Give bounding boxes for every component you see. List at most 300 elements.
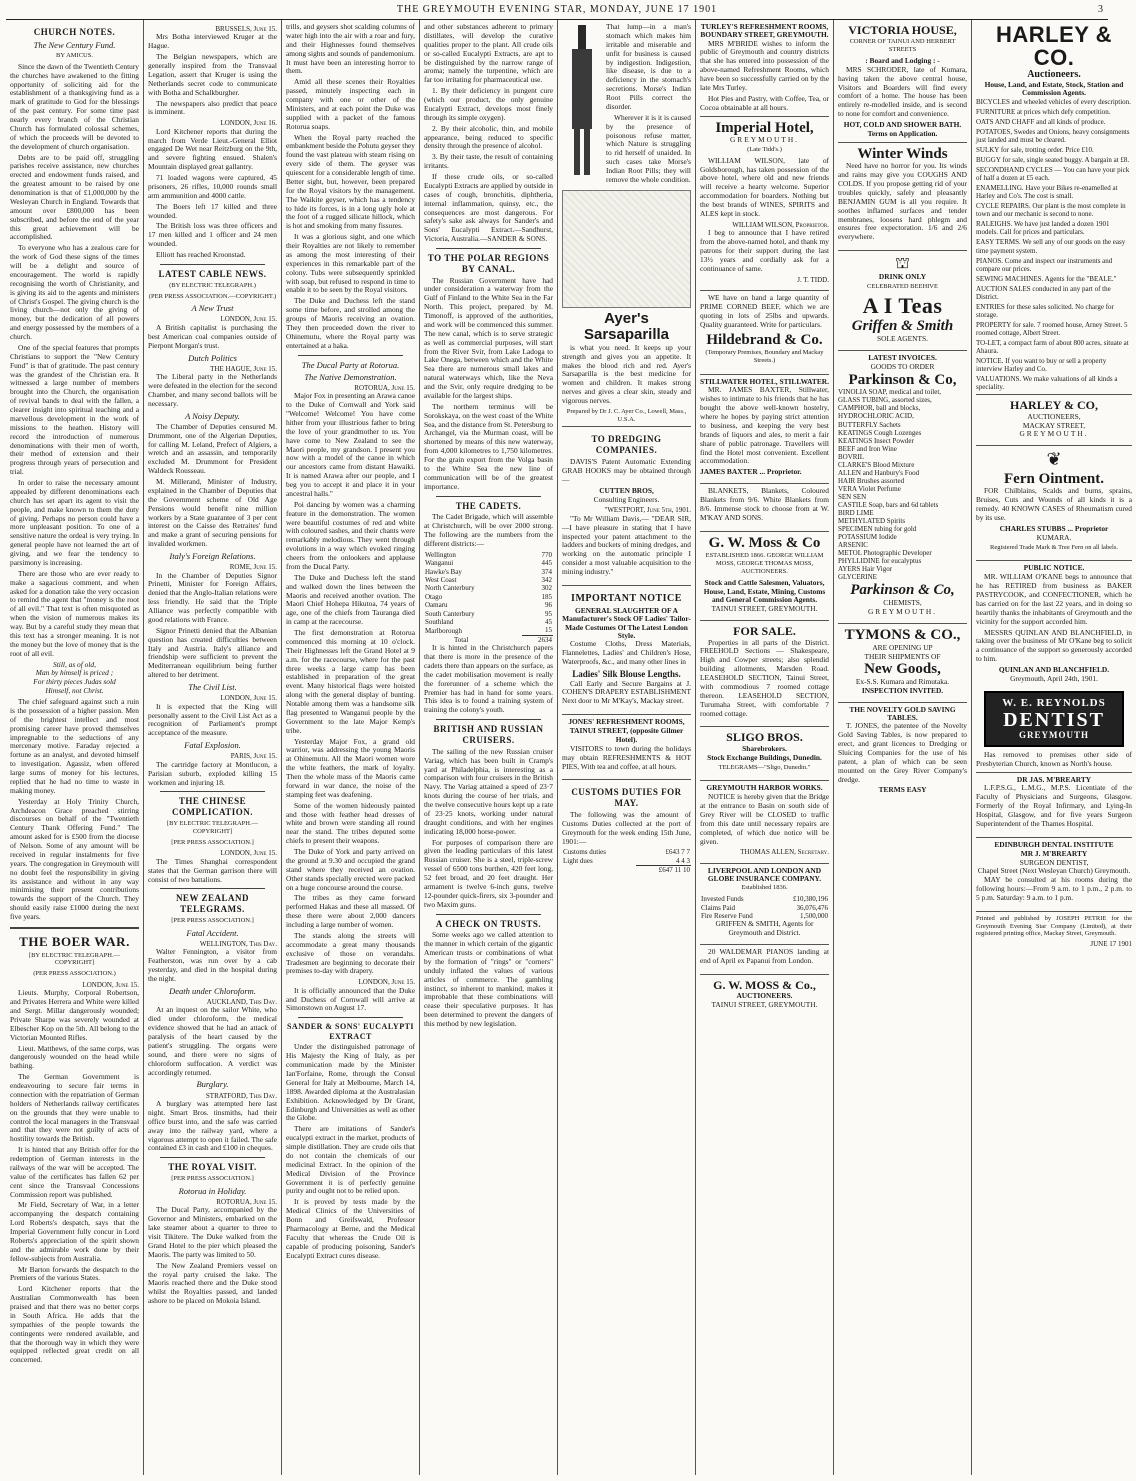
article-paragraph: The newspapers also predict that peace is imminent.: [148, 98, 277, 117]
nz-heading: NEW ZEALAND TELEGRAMS.: [175, 893, 250, 915]
cutten-sub: Consulting Engineers.: [593, 494, 660, 504]
liverpool-table: [700, 895, 829, 920]
signature: JAMES BAXTER ... Proprietor.: [700, 467, 802, 477]
list-item: BUTTERFLY Sachets: [838, 420, 901, 429]
article-paragraph: Major Fox in presenting an Arawa canoe to the Duke of Cornwall and York said "Welcome! Welcome! You have come hither from your illustrious father to bring the love of your grandmother to us. You have come to New Zealand to see the Maori people, my grandson. I present you now with a model of the canoe in which our ancestors came from distant Hawaiki. It is named Arawa after our people, and I beg you to accept it and place it in your ancestral halls.": [286, 391, 415, 498]
article-paragraph: In order to raise the necessary amount appealed by different denominations each church has set apart its agent to visit the people, and make known to them the duty of giving. Perhaps no person could have a more unpleasant position. To one of a sensitive nature the ordeal is very trying. In general people have not learned the art of giving, and we fear the tendency to parsimony is increasing.: [10, 478, 139, 567]
table-cell: 36,076,476: [796, 903, 828, 912]
article-paragraph: Call Early and Secure Bargains at J. COHEN'S DRAPERY ESTABLISHMENT Next door to Mr M'Kay's, Mackay street.: [562, 678, 691, 706]
dateline: ROME, June 15.: [229, 563, 277, 572]
kumara: KUMARA.: [1036, 532, 1072, 542]
chemists: CHEMISTS,: [883, 598, 922, 608]
moss2-heading: G. W. MOSS & Co.,: [713, 977, 816, 992]
cruisers-heading: BRITISH AND RUSSIAN CRUISERS.: [433, 724, 544, 745]
article-paragraph: At an inquest on the sailor White, who died under chloroform, the medical evidence showed that he had an attack of paralysis of the heart caused by the patient's struggling. The organs were sound, and there were no signs of chloroform suffocation. A verdict was accordingly returned.: [148, 1005, 277, 1077]
tymons-sub: ARE OPENING UP: [872, 642, 933, 652]
blankets-ad: [700, 483, 829, 528]
ayer-heading: Ayer's Sarsaparilla: [583, 309, 670, 344]
dateline: LONDON, June 15.: [220, 694, 277, 703]
edinburgh-heading: EDINBURGH DENTAL INSTITUTE: [994, 839, 1114, 849]
divider: [160, 1157, 265, 1158]
article-paragraph: The sailing of the new Russian cruiser Variag, which has been built in Cramp's yard at Philadelphia, is interesting as a comparison with four cruisers in the British Navy. The Variag attained a speed of 23·7 knots during the course of her trials, and the twelve consecutive hours kept up a rate of 23·25 knots, working under natural draught conditions, and with her engines indicating 18,000 horse-power.: [424, 746, 553, 836]
divider: [298, 1017, 403, 1018]
article-paragraph: In the Chamber of Deputies Signor Prinetti, Minister for Foreign Affairs, denied that the Anglo-Italian relations were less friendly. He said that the Triple Alliance was perfectly compatible with good relations with France.: [148, 570, 277, 624]
column-8: [972, 20, 1136, 1475]
church-notes-subheading: The New Century Fund.: [33, 39, 116, 50]
tymons-heading: TYMONS & CO.,: [844, 627, 961, 644]
article-paragraph: The Ducal Party, accompanied by the Governor and Ministers, embarked on the lake steamer about a quarter to three to visit Tikitere. The Duke walked from the Grand Hotel to the pier which pleased the Maoris. The party was limited to 50.: [148, 1205, 277, 1259]
hildebrand-sub: (Temporary Premises, Boundary and Mackay Streets.): [705, 349, 824, 364]
article-paragraph: It is proved by tests made by the Medical Clinics of the Universities of Bonn and Greifswald, Professor Pharmacology at Berne, and the Medical Faculty that whereas the Crude Oil is capable of producing poisoning, Sander's Eucalypti Extract cures disease.: [286, 1197, 415, 1260]
divider: [436, 914, 541, 915]
column-1: [6, 20, 144, 1475]
article-paragraph: FOR Chilblains, Scalds and burns, sprains, Bruises, Cuts and Wounds of all kinds it is a remedy. 40 KNOWN CASES of Rheumatism cured by its use.: [976, 486, 1132, 522]
poem: Still, as of old, Man by himself is priced ; For thirty pieces Judas sold Himself, not Christ.: [33, 659, 116, 696]
list-item: BIRD LIME: [838, 509, 874, 518]
table-cell: 302: [541, 584, 552, 593]
dutch-heading: Dutch Politics: [188, 352, 237, 363]
fern-ad: [976, 445, 1132, 557]
article-paragraph: Hot Pies and Pastry, with Coffee, Tea, or Cocoa obtainable at all hours.: [700, 93, 829, 112]
signature: THOMAS ALLEN, Secretary.: [740, 848, 829, 857]
dateline: BRUSSELS, June 15.: [215, 25, 277, 33]
dredging-ad: [562, 426, 691, 581]
table-cell: 4 4 3: [676, 856, 690, 865]
cadets-heading: THE CADETS.: [455, 500, 522, 511]
article-paragraph: NOTICE is hereby given that the Bridge at the entrance to Basin on south side of Grey River will be CLOSED to traffic from this date until necessary repairs are completed, of which due notice will be given.: [700, 792, 829, 846]
list-item: SECONDHAND CYCLES — You can have your pick of half a dozen at £5 each.: [976, 166, 1130, 183]
list-item: CLARKE'S Blood Mixture: [838, 460, 915, 469]
article-paragraph: 1. By their deficiency in pungent cure (which our product, the only genuine Eucalypti Extract, develops most finely through its simple oxygen).: [424, 86, 553, 122]
list-item: ARSENIC: [838, 541, 868, 550]
parkinson2-heading: Parkinson & Co,: [850, 582, 955, 599]
table-row: [424, 601, 553, 609]
cable-sub2: (PER PRESS ASSOCIATION.—COPYRIGHT.): [148, 292, 277, 300]
nz-sub: [PER PRESS ASSOCIATION.]: [171, 916, 254, 924]
griffen-smith: Griffen & Smith: [851, 318, 954, 335]
article-paragraph: The Chamber of Deputies censured M. Drummont, one of the Algerian Deputies, for calling M. Leland, Prefect of Algiers, a wretch and an assassin, and temporarily excluded M. Drummont for President Waldeck Rousseau.: [148, 421, 277, 476]
table-cell: Otago: [425, 592, 443, 601]
table-cell: Southland: [425, 618, 454, 627]
byline: BY AMICUS.: [56, 51, 93, 59]
table-row: [424, 618, 553, 626]
imperial-heading: Imperial Hotel,: [715, 119, 814, 136]
table-cell: Marlborough: [425, 626, 462, 635]
trusts-heading: A CHECK ON TRUSTS.: [435, 918, 542, 929]
article-paragraph: BLANKETS, Blankets, Coloured Blankets from 9/6. White Blankets from 8/6. Immense stock to choose from at W. M'KAY AND SONS.: [700, 486, 829, 522]
drink-sub: CELEBRATED BEEHIVE: [867, 283, 938, 291]
mbrearty-heading: DR JAS. M'BREARTY: [1016, 774, 1092, 784]
article-paragraph: The New Zealand Premiers vessel on the royal party cruised the lake. The Maoris reached there and the Duke stood whilst the Royalties passed, and landed ashore to be placed on Mokoia Island.: [148, 1260, 277, 1306]
mb2: MR J. M'BREARTY: [1020, 848, 1088, 858]
chinese-heading: THE CHINESE COMPLICATION.: [171, 796, 254, 818]
woman-illustration: [562, 190, 691, 308]
for-sale-ad: [700, 620, 829, 723]
dateline: ROTORUA, June 15.: [216, 1198, 277, 1207]
table-cell: 95: [545, 609, 552, 618]
column-6: [696, 20, 834, 1475]
list-item: GLASS TUBING, assorted sizes,: [838, 396, 932, 405]
boer-war-heading: THE BOER WAR.: [19, 933, 130, 949]
column-7: [834, 20, 972, 1475]
victoria-heading: VICTORIA HOUSE,: [848, 23, 957, 37]
chem-town: GREYMOUTH.: [867, 607, 938, 617]
winter-heading: Winter Winds: [857, 145, 948, 162]
table-cell: £643 7 7: [665, 848, 690, 857]
imprint: [976, 911, 1132, 952]
harley-sub: Auctioneers.: [1027, 69, 1081, 81]
ducal-party-heading: The Ducal Party at Rotorua.: [301, 359, 400, 370]
boer-war-sub: [BY ELECTRIC TELEGRAPH.—COPYRIGHT]: [28, 951, 121, 967]
article-paragraph: Signor Prinetti denied that the Albanian question has created difficulties between Italy and Austria. Italy's alliance and friendship were sufficient to prevent the Mediterranean equilibrium being further altered to her detriment.: [148, 625, 277, 680]
article-paragraph: There are imitations of Sander's eucalypti extract in the market, products of simple distillation. They are crude oils that do not contain the chemicals of our medicinal Extract. In the opinion of the Medical Division of the Province Government it is of perfectly genuine purity and ought not to be relied upon.: [286, 1124, 415, 1196]
article-paragraph: trills, and geysers shot scalding columns of water high into the air with a roar and fury, and their Highnesses found themselves among sights and sounds of pandemonium. It must have been an interesting horror to them.: [286, 22, 415, 76]
public-notice-ad: [976, 560, 1132, 686]
list-item: ALLEN and Hanbury's Food: [838, 468, 920, 477]
list-item: BOVRIL: [838, 452, 865, 461]
moss2-sub: AUCTIONEERS.: [736, 991, 793, 1001]
article-paragraph: I beg to announce that I have retired from the above-named hotel, and thank my patrons for their support during the last 13½ years and cordially ask for a continuance of same.: [700, 228, 829, 273]
list-item: GLYCERINE: [838, 573, 877, 582]
article-paragraph: The first demonstration at Rotorua commenced this morning at 10 o'clock. Their Highnesses left the Grand Hotel at 9 a.m. for the racecourse, where for the past three weeks a large camp has been established in preparation of the great event. Many historical flags were hoisted along with the general display of bunting. Notable among them was a handsome silk flag presented to Wanganui people by the Government to the late Major Kemp's tribe.: [286, 628, 415, 735]
article-paragraph: WE have on hand a large quantity of PRIME CORNED BEEF, which we are quoting in lots of 25lbs and upwards. Quality guaranteed. Write for particulars.: [700, 293, 829, 329]
table-cell: West Coast: [425, 576, 457, 585]
table-cell: 770: [541, 550, 552, 559]
article-paragraph: Lieuts. Murphy, Corporal Robertson, and Privates Herrera and White were killed and Sergt. Millar dangerously wounded; Private Sharpe was severely wounded at Elbescher Kop on the 5th. All belong to the Victorian Mounted Rifles.: [10, 988, 139, 1042]
victoria-sub2: : Board and Lodging : -: [865, 55, 940, 65]
article-paragraph: Amid all these scenes their Royalties passed, minutely inspecting each in company with one or other of the Ministers, and at each point the Duke was supplied with a packet of the famous Rotorua soaps.: [286, 77, 415, 131]
signature: QUINLAN AND BLANCHFIELD.: [998, 665, 1110, 675]
article-paragraph: 3. By their taste, the result of containing irritants.: [424, 152, 553, 171]
article-paragraph: The Duke and Duchess left the stand some time before, and strolled among the groups of Maoris receiving an ovation. They then proceeded down the river to Ohinemutu, where the Royal party was entertained at a haka.: [286, 296, 415, 350]
table-row: [700, 904, 829, 912]
table-cell: 15: [545, 626, 552, 635]
divider: [160, 264, 265, 265]
jones-heading: JONES' REFRESHMENT ROOMS, TAINUI STREET, (opposite Gilmer Hotel).: [568, 717, 685, 744]
jones-ad: [562, 714, 691, 776]
list-item: TO-LET, a compact farm of about 800 acres, situate at Ahaura.: [976, 338, 1129, 356]
dateline: LONDON, June 15.: [220, 849, 277, 858]
table-cell: 45: [545, 618, 552, 627]
list-item: NOTICE. If you want to buy or sell a property interview Harley and Co.: [976, 357, 1107, 374]
list-item: CASTILE Soap, bars and 6d tablets: [838, 500, 939, 509]
parkinson-heading: Parkinson & Co,: [848, 371, 957, 388]
dateline: LONDON, June 16.: [220, 119, 277, 128]
article-paragraph: Properties in all parts of the District. FREEHOLD Sections — Shakespeare, High and Cowper streets; also splendid building allotments, Marsden Road. LEASEHOLD SECTION, Tainui Street, with commodious 7 roomed cottage thereon. LEASEHOLD SECTION, Turumaha Street, with comfortable 7 roomed cottage.: [700, 637, 829, 718]
table-cell: 96: [545, 601, 552, 610]
article-paragraph: Some of the women hideously painted and those with feather head dresses of white and brown were standing all round near the stand. The tribes deputed some chiefs to present their weapons.: [286, 800, 415, 846]
table-cell: Fire Reserve Fund: [701, 911, 753, 920]
chinese-sub: [BY ELECTRIC TELEGRAPH.—COPYRIGHT]: [166, 819, 259, 835]
novelty-heading: THE NOVELTY GOLD SAVING TABLES.: [849, 704, 956, 722]
table-cell: Customs duties: [563, 848, 606, 857]
table-cell: Total: [454, 635, 469, 644]
article-paragraph: "To Mr William Davis,— "DEAR SIR,—I have pleasure in stating that I have inspected your patent attachment to the ladders and buckets of mining dredges, and working on the automatic principle I consider a most valuable acquisition to the mining industry.": [562, 513, 691, 577]
article-paragraph: It is hinted that any British offer for the redemption of German interests in the railways of the war will be accepted. The value of the certificates has fallen 62 per cent since the Transvaal Concessions Commission report was published.: [10, 1145, 139, 1199]
list-item: ENTRIES for these sales solicited. No charge for storage.: [976, 302, 1114, 319]
article-paragraph: The Duke and Duchess left the stand and walked down the lines between the Maoris and received another ovation. The Maori Chief Hohepa Hikutoa, 74 years of age, one of the chiefs from Tauranga died in camp at the racecourse.: [286, 572, 415, 627]
goods-list: [838, 388, 967, 581]
public-heading: PUBLIC NOTICE.: [1023, 563, 1085, 573]
masthead-title: THE GREYMOUTH EVENING STAR, MONDAY, JUNE 17 1901: [396, 4, 718, 15]
harley-sub2: House, Land, and Estate, Stock, Station and Commission Agents.: [984, 80, 1124, 98]
rotorua-heading: Rotorua in Holiday.: [178, 1185, 247, 1196]
dateline: PARIS, June 15.: [230, 752, 277, 761]
cadets-table: [424, 551, 553, 644]
article-paragraph: MESSRS QUINLAN AND BLANCHFIELD, in taking over the business of Mr O'Kane beg to solicit a continuance of the support so generously accorded to him.: [976, 627, 1132, 664]
list-item: VINOLIA SOAP, medical and toilet,: [838, 388, 942, 397]
italy-heading: Italy's Foreign Relations.: [169, 551, 256, 562]
article-paragraph: The Belgian newspapers, which are generally inspired from the Transvaal Legation, assert that Kruger is using the Netherlands secret code to communicate with Botha and Schalkburgher.: [148, 52, 277, 97]
article-paragraph: Mr Field, Secretary of War, in a letter accompanying the despatch containing Lord Roberts's despatch, says that the Imperial Government fully concur in Lord Roberts's appreciation of the spirit shown and the admirable work done by their fellow-subjects from Australia.: [10, 1200, 139, 1263]
reynolds-name: W. E. REYNOLDS: [1002, 696, 1106, 709]
article-paragraph: The following was the amount of Customs Duties collected at the port of Greymouth for the week ending 15th June, 1901:—: [562, 809, 691, 846]
list-item: BEEF and Iron Wine: [838, 444, 897, 453]
article-paragraph: The tribes as they came forward performed Hakas and these all massed. Of these there were about 2,000 dancers including a large number of women.: [286, 893, 415, 930]
hildebrand-heading: Hildebrand & Co.: [706, 331, 823, 348]
tymons-ship: Ex-S.S. Kumara and Rimutaka.: [855, 676, 950, 686]
trust-heading: A New Trust: [191, 303, 234, 314]
list-item: EASY TERMS. We sell any of our goods on the easy time payment system.: [976, 238, 1126, 255]
list-item: AYERS Hair Vigor: [838, 565, 893, 574]
winter-ad: [838, 142, 967, 247]
notice-heading: IMPORTANT NOTICE: [571, 592, 682, 604]
drink-heading: DRINK ONLY: [878, 272, 927, 282]
divider: [10, 927, 139, 929]
table-cell: Wellington: [425, 550, 456, 559]
article-paragraph: The cartridge factory at Montlucon, a Parisian suburb, exploded killing 15 workmen and injuring 18.: [148, 759, 277, 787]
tymons-ad: [838, 623, 967, 699]
liverpool-heading: LIVERPOOL AND LONDON AND GLOBE INSURANCE COMPANY.: [707, 865, 822, 884]
article-paragraph: There are those who are ever ready to make a sagacious comment, and when asked for a donation take the very occasion to remind the agent that "money is the root of all evil." That text is often misquoted as when the vision of numerous makes its way. But by a careful study they mean that this text has a stronger meaning. It is not the money but the love of money that is the root of all evil.: [10, 568, 139, 658]
imprint-text: Printed and published by JOSEPH PETRIE for the Greymouth Evening Star Company (Limited), at their registered printing office, Mackay Street, Greymouth.: [976, 914, 1132, 938]
table-row: [424, 568, 553, 576]
article-paragraph: To everyone who has a zealous care for the work of God these signs of the times will be a delight and source of encouragement. The world is rapidly recognising the worth of Christianity, and is giving its aid to the agents and ministers of Christ's Gospel. The giving church is the living church—not only the giving of money, but the dedication of all powers and energy possessed by the members of a church.: [10, 243, 139, 342]
noisy-heading: A Noisy Deputy.: [185, 410, 240, 421]
article-paragraph: It is expected that the King will personally assent to the Civil List Act as a recognition of Parliament's prompt acceptance of the measure.: [148, 701, 277, 738]
table-cell: 185: [541, 592, 552, 601]
goods-heading: GOODS TO ORDER: [870, 361, 935, 371]
article-paragraph: A burglary was attempted here last night. Smart Bros. tinsmiths, had their office burst into, and the safe was carried away into the railway yard, where a vigorous attempt to open it failed. The safe contained £3 in cash and £100 in cheques.: [148, 1099, 277, 1153]
dredging-heading: TO DREDGING COMPANIES.: [591, 434, 662, 456]
divider: [160, 791, 265, 792]
liverpool-agents: GRIFFEN & SMITH, Agents for Greymouth and District.: [715, 919, 814, 938]
fern-icon: ❦: [1046, 449, 1062, 470]
columns: [6, 20, 1132, 1475]
sligo-heading: SLIGO BROS.: [726, 730, 803, 745]
piano-ad: [700, 944, 829, 971]
article-paragraph: Elliott has reached Kroonstad.: [156, 250, 246, 260]
notice-bold: Ladies' Silk Blouse Lengths.: [572, 668, 681, 679]
article-paragraph: Mr Barton forwards the despatch to the Premiers of the various States.: [10, 1264, 139, 1283]
article-paragraph: If these crude oils, or so-called Eucalypti Extracts are applied by outside in cases of cough, bronchitis, diphtheria, internal inflammation, quinsy, etc., the consequences are most dangerous. For safety's sake ask always for Sander's and Sons' Eucalypti Extract.—Sandhurst, Victoria, Australia.—SANDER & SONS.: [424, 172, 553, 244]
article-paragraph: The Duke of York and party arrived on the ground at 9.30 and occupied the grand stand where they received an ovation. Other stands specially erected were packed on a huge concourse around the course.: [286, 847, 415, 892]
fa-heading: Fatal Accident.: [186, 927, 239, 938]
dateline: ROTORUA, June 15.: [354, 383, 415, 392]
stillwater-ad: [700, 374, 829, 481]
table-cell: Claims Paid: [701, 903, 736, 912]
cable-news-heading: LATEST CABLE NEWS.: [158, 268, 267, 279]
column-3: [282, 20, 420, 1475]
moss-heading: G. W. Moss & Co: [708, 534, 821, 551]
fern-heading: Fern Ointment.: [1004, 470, 1104, 487]
article-paragraph: The chief safeguard against such a ruin is the possession of a higher passion. Men of the brightest intellect and most promising career have proved themselves impregnable to the seductions of any mercenary motive. Faraday rejected a fortune as an analyst, and devoted himself to investigation. Agassiz, when offered large sums of money for his lectures, replied that he had no time to waste in making money.: [10, 697, 139, 795]
article-paragraph: The German Government is endeavouring to secure fair terms in connection with the repatriation of German holders of Netherlands railway certificates on the grounds that they were unable to control the local managers in the Transvaal and that they were not guilty of acts of hostility towards the British.: [10, 1072, 139, 1144]
sligo-sub2: Stock Exchange Buildings, Dunedin.: [707, 752, 822, 762]
article-paragraph: MR. JAMES BAXTER, Stillwater, wishes to intimate to his friends that he has bought the above well-known hostelry, where he hopes by paying strict attention to business, and keeping the very best brands of liquors and ales, to merit a fair share of public patronage. Travellers will find the Hotel most convenient. Excellent accommodation.: [700, 385, 829, 466]
list-item: VERA Violet Perfume: [838, 484, 901, 493]
article-paragraph: 20 WALDEMAR PIANOS landing at end of April ex Papanui from London.: [700, 947, 829, 965]
article-paragraph: When the Royal party reached the embankment beside the Pohutu geyser they found the vast plateau with steam rising on every side of them. The geyser was quiescent for a considerable length of time. Better sight, but, however, been prepared for the Royal visitors by the management. The Waikite geyser, which has a tendency to hide its forces, is in a long ugly hole at the foot of a rugged silicate hillock, which is hot and smoking from many fissures.: [286, 132, 415, 231]
article-paragraph: The Times Shanghai correspondent states that the German garrison there will consist of two battalions.: [148, 856, 277, 884]
article-paragraph: VISITORS to town during the holidays may obtain REFRESHMENTS & HOT PIES, With tea and coffee, at all hours.: [562, 743, 691, 771]
list-item: SEN SEN: [838, 492, 867, 501]
table-cell: Oamaru: [425, 601, 448, 610]
table-row: [424, 593, 553, 601]
harley-list: [976, 98, 1132, 392]
list-item: RALEIGHS. We have just landed a dozen 1901 models. Call for prices and particulars.: [976, 220, 1110, 237]
beehive-icon: ⛫: [895, 255, 910, 273]
table-row: [424, 576, 553, 584]
stillwater-heading: STILLWATER HOTEL, STILLWATER.: [700, 376, 829, 386]
man-illustration-icon: [562, 25, 602, 175]
list-item: PROPERTY for sale. 7 roomed house, Arney Street. 5 roomed cottage, Albert Street.: [976, 320, 1128, 337]
sligo-ad: [700, 726, 829, 777]
fatal-heading: Fatal Explosion.: [184, 740, 241, 751]
moss-sub: ESTABLISHED 1866. GEORGE WILLIAM MOSS, GEORGE THOMAS MOSS, AUCTIONEERS.: [705, 552, 824, 575]
new-goods: New Goods,: [864, 661, 941, 678]
divider: [298, 355, 403, 356]
article-paragraph: Mrs Botha interviewed Kruger at the Hague.: [148, 32, 277, 51]
table-cell: [562, 866, 636, 875]
column-4: [420, 20, 558, 1475]
article-paragraph: Wherever it is it is caused by the presence of poisonous refuse matter, which Nature is struggling to rid herself of unaided. In such cases take Morse's Indian Root Pills; they will remove the whole condition.: [606, 112, 691, 184]
masthead: [6, 4, 1108, 20]
article-paragraph: The Cadet Brigade, which will assemble at Christchurch, will be over 2000 strong. The following are the numbers from the different districts:—: [424, 512, 553, 549]
notice-sub: GENERAL SLAUGHTER OF A Manufacturer's Stock OF Ladies' Tailor-Made Costumes Of The Latest London Style.: [562, 605, 691, 640]
sole-agents: SOLE AGENTS.: [877, 334, 928, 344]
signature: J. T. TIDD.: [797, 275, 829, 284]
table-cell: £10,380,196: [793, 895, 828, 904]
article-paragraph: and other substances adherent to primary distillates, will develop the curative qualities proper to the plant. All crude oils or so-called Eucalypti Extracts, are apt to be distinguished by the narrow range of aroma; namely the turpentine, which are far too irritating for pharmaceutical use.: [424, 22, 553, 85]
article-paragraph: 2. By their alcoholic, thin, and mobile appearance, being reduced to specific density through the presence of alcohol.: [424, 123, 553, 151]
burglary-heading: Burglary.: [196, 1079, 229, 1090]
page-number: 3: [1098, 4, 1104, 15]
liverpool-ad: [700, 863, 829, 941]
harley2-ad: [976, 394, 1132, 442]
table-cell: 374: [541, 567, 552, 576]
dateline: "WESTPORT, June 5th, 1901.: [604, 506, 691, 515]
liverpool-est: Established 1836.: [741, 884, 788, 892]
sligo-sub: Sharebrokers.: [742, 743, 787, 753]
dateline: WELLINGTON, This Day.: [199, 939, 277, 948]
list-item: BUGGY for sale, single seated buggy. A bargain at £8.: [976, 156, 1130, 165]
table-row: [562, 857, 691, 866]
tea-ad: [838, 250, 967, 347]
table-cell: South Canterbury: [425, 609, 475, 618]
table-row: [424, 610, 553, 618]
hildebrand-ad: [700, 290, 829, 371]
article-paragraph: The Russian Government have had under consideration a waterway from the Gulf of Finland to the White Sea in the Far North. This project, prepared by M. Timonoff, is approved of the authorities, and work will be commenced this summer. The new canal, which is to serve strategic as well as commercial purposes, will start from the River Svir, from Lake Ladoga to Lake Onega, between which and the White Sea there are numerous small lakes and natural waterways which, like the Neva and the Svir, only require dredging to be available for the largest ships.: [424, 275, 553, 400]
ayer-footer: Prepared by Dr J. C. Ayer Co., Lowell, Mass., U.S.A.: [566, 407, 687, 423]
list-item: POTASSIUM Iodide: [838, 533, 897, 542]
article-paragraph: A British capitalist is purchasing the best American coal companies outside of Pierpont Morgan's trust.: [148, 322, 277, 350]
chapel: Chapel Street (Next Wesleyan Church) Greymouth.: [977, 866, 1131, 876]
dateline: AUCKLAND, This Day.: [206, 998, 277, 1007]
signature: WILLIAM WILSON, Proprietor.: [732, 220, 829, 229]
article-paragraph: T. JONES, the patentee of the Novelty Gold Saving Tables, is now prepared to erect, and grant licences to Dredging or Sluicing Companies for the use of his patent, a plan of which can be seen mounted on the Grey River Company's dredge.: [838, 721, 967, 784]
harley2-auct: AUCTIONEERS,: [1027, 411, 1081, 421]
polar-heading: TO THE POLAR REGIONS BY CANAL.: [427, 253, 550, 274]
native-demo-heading: The Native Demonstration.: [304, 371, 397, 382]
moss-para: Stock and Cattle Salesmen, Valuators, House, Land, Estate, Mining, Customs and General Commission Agents.: [703, 577, 826, 605]
article-paragraph: The Liberal party in the Netherlands were defeated in the election for the second Chamber, and many second ballots will be necessary.: [148, 372, 277, 408]
table-row: [424, 559, 553, 567]
list-item: SULKY for sale, trotting order. Price £10.: [976, 145, 1094, 154]
article-paragraph: The stands along the streets will accommodate a great many thousands exclusive of those on verandahs. Tradesmen are beginning to decorate their premises to-day with drapery.: [286, 930, 415, 976]
list-item: PHYLLIDINE for eucalyptus: [838, 557, 922, 566]
list-item: POTATOES, Swedes and Onions, heavy consignments just landed and must be cleared.: [976, 127, 1130, 144]
public-date: Greymouth, April 24th, 1901.: [1010, 673, 1098, 683]
article-paragraph: MR. WILLIAM O'KANE begs to announce that he has RETIRED from business as BAKER PASTRYCOOK, and CONFECTIONER, which he has carried on for the last 22 years, and in doing so heartily thanks the inhabitants of Greymouth and the vicinity for the support accorded him.: [976, 572, 1132, 626]
sander-heading: SANDER & SONS' EUCALYPTI EXTRACT: [286, 1022, 415, 1041]
list-item: BICYCLES and wheeled vehicles of every description.: [976, 97, 1131, 106]
stubbs: CHARLES STUBBS ... Proprietor: [999, 523, 1109, 533]
ai-teas: A I Teas: [862, 293, 943, 319]
article-paragraph: It is officially announced that the Duke and Duchess of Cornwall will arrive at Simonstown on August 17.: [286, 985, 415, 1013]
harbour-ad: [700, 780, 829, 860]
article-paragraph: Has removed to premises other side of Presbyterian Church, known as North's house.: [976, 749, 1132, 768]
parkinson-ad: [838, 350, 967, 620]
list-item: SPECIMEN tubing for gold: [838, 525, 917, 534]
dateline: LONDON, June 15.: [82, 980, 139, 989]
article-paragraph: Lieut. Matthews, of the same corps, was dangerously wounded on the head while bathing.: [10, 1043, 139, 1071]
article-paragraph: Under the distinguished patronage of His Majesty the King of Italy, as per communication made by the Minister Ian'Forfaine, Rome, through the Consul General for Italy at Melbourne, March 14, 1898. Awarded diploma at the Australasian Exhibition. Acknowledged by Dr Grant, Edinburgh and Universities as well as other the Globe.: [286, 1042, 415, 1123]
tymons-sub2: THEIR SHIPMENTS OF: [864, 651, 941, 661]
list-item: KEATINGS Cough Lozenges: [838, 428, 922, 437]
article-paragraph: The British loss was three officers and 17 men killed and 1 officer and 24 men wounded.: [148, 221, 277, 249]
article-paragraph: Need have no horror for you. Its winds and rains may give you COUGHS AND COLDS. If you propose getting rid of your troubles quickly, safely and pleasantly BENJAMIN GUM is all you require. It soothes inflamed surfaces and tender membranes, loosens hard phlegm and ensures free expectoration. 1/6 and 2/6 everywhere.: [838, 161, 967, 242]
harley2-town: GREYMOUTH.: [1019, 429, 1089, 439]
article-paragraph: One of the special features that prompts Christians to support the "New Century Fund" is that of gratitude. The past century was the grandest of the Christian era. It witnessed a large number of members brought into the Church, the organisation of revival bands to deal with the fallen, a clearer insight into spiritual teaching and a marvellous development in the work of missions to the heathen. History will record the introduction of numerous denominations with their men of worth, their method of extension and their progress through years of persecution and trial.: [10, 342, 139, 477]
harley2-heading: HARLEY & CO,: [1010, 398, 1098, 413]
moss2-ad: [700, 974, 829, 1013]
hot-bath: HOT, COLD AND SHOWER BATH. Terms on Application.: [843, 120, 962, 138]
imperial-ad: [700, 116, 829, 287]
mbrearty-ad: [976, 772, 1132, 834]
church-notes-heading: CHURCH NOTES.: [33, 27, 116, 37]
article-paragraph: It was a glorious sight, and one which their Royalties are not likely to remember as among the most interesting of their experiences in this remarkable part of the colony. Tubs were subsequently sprinkled with soap, but refused to respond in time to enable it to be seen by the Royal visitors.: [286, 232, 415, 295]
moss-ad: [700, 531, 829, 617]
dateline: LONDON, June 15.: [220, 315, 277, 324]
list-item: METHYLATED Spirits: [838, 517, 906, 526]
customs-table: [562, 848, 691, 874]
article-paragraph: 71 loaded wagons were captured, 45 prisoners, 26 rifles, 10,000 rounds small arm ammunition and 4000 cattle.: [148, 173, 277, 200]
boer-war-sub2: (PER PRESS ASSOCIATION.): [33, 970, 116, 978]
customs-section: [562, 779, 691, 877]
article-paragraph: is what you need. It keeps up your strength and gives you an appetite. It makes the blood rich and red. Ayer's Sarsaparilla is the best medicine for women and children. It makes strong nerves and gives a clear skin, steady and vigorous nerves.: [562, 342, 691, 405]
harley-heading: HARLEY & CO.: [995, 22, 1113, 71]
article-paragraph: For purposes of comparison there are given the leading particulars of this latest Russian cruiser. She is a steel, triple-screw vessel of 6500 tons burthen, 420 feet long, 52 feet broad, and 20 feet draught. Her armament is twelve 6-inch guns, twelve 12-pounder quick-firers, six 3-pounder and two Maxim guns.: [424, 837, 553, 909]
article-paragraph: Lord Kitchener reports that the Australian Commonwealth has been praised and that there was no better corps in South Africa. He adds that the sympathies of the people towards the contingents were rendered available, and that the thorough way in which they were equipped reflected great credit on all concerned.: [10, 1284, 139, 1365]
chinese-sub2: [PER PRESS ASSOCIATION.]: [171, 838, 254, 846]
dateline: THE HAGUE, June 15.: [210, 364, 277, 373]
table-cell: Wanganui: [425, 559, 454, 568]
moss2-address: TAINUI STREET, GREYMOUTH.: [711, 1000, 818, 1010]
reynolds-dentist: DENTIST: [1003, 708, 1105, 731]
table-row: [562, 848, 691, 856]
article-paragraph: Poi dancing by women was a charming feature in the demonstration. The women were beautiful costumes of red and white with coloured sashes, and their chants were remarkably melodious. They went through evolutions in a way which evoked ringing cheers from the onlookers and applause from the Ducal Party.: [286, 499, 415, 571]
